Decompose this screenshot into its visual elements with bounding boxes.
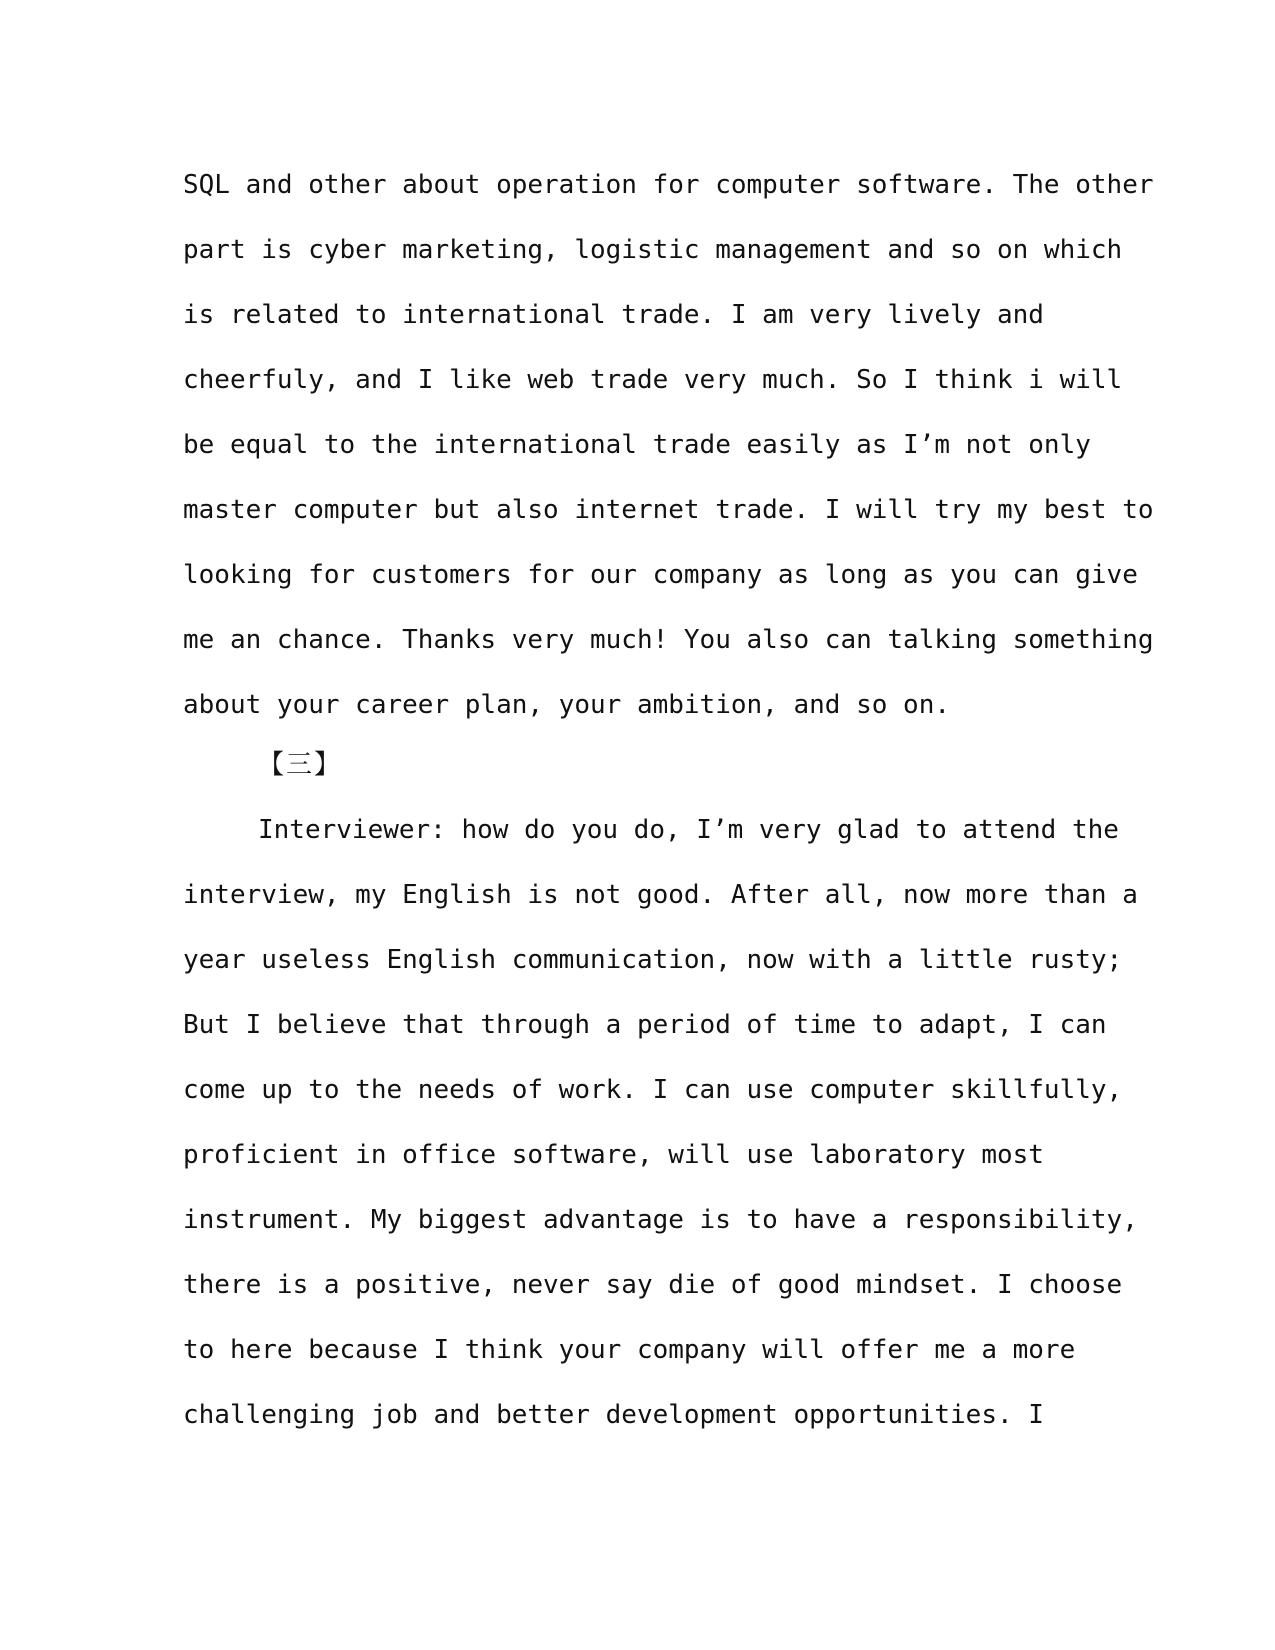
- text-line: to here because I think your company will offer me a more: [183, 1335, 1076, 1365]
- text-line: year useless English communication, now with a little rusty;: [183, 945, 1123, 975]
- text-line: master computer but also internet trade. I will try my best to: [183, 495, 1154, 525]
- text-line: part is cyber marketing, logistic management and so on which: [183, 235, 1123, 265]
- text-line: Interviewer: how do you do, I’m very glad to attend the: [258, 815, 1119, 845]
- text-line: come up to the needs of work. I can use computer skillfully,: [183, 1075, 1123, 1105]
- text-line: is related to international trade. I am very lively and: [183, 300, 1044, 330]
- text-line: SQL and other about operation for computer software. The other: [183, 170, 1154, 200]
- text-line: be equal to the international trade easily as I’m not only: [183, 430, 1091, 460]
- text-line: challenging job and better development opportunities. I: [183, 1400, 1044, 1430]
- text-line: cheerfuly, and I like web trade very much. So I think i will: [183, 365, 1123, 395]
- section-three: [183, 733, 1138, 1448]
- section-heading: 【三】: [258, 750, 343, 780]
- text-line: there is a positive, never say die of good mindset. I choose: [183, 1270, 1123, 1300]
- text-line: interview, my English is not good. After all, now more than a: [183, 880, 1138, 910]
- text-line: about your career plan, your ambition, and so on.: [183, 690, 951, 720]
- text-line: But I believe that through a period of time to adapt, I can: [183, 1010, 1107, 1040]
- text-line: me an chance. Thanks very much! You also can talking something: [183, 625, 1154, 655]
- text-line: instrument. My biggest advantage is to have a responsibility,: [183, 1205, 1138, 1235]
- paragraph-continued: [183, 153, 1154, 738]
- text-line: looking for customers for our company as long as you can give: [183, 560, 1138, 590]
- text-line: proficient in office software, will use laboratory most: [183, 1140, 1044, 1170]
